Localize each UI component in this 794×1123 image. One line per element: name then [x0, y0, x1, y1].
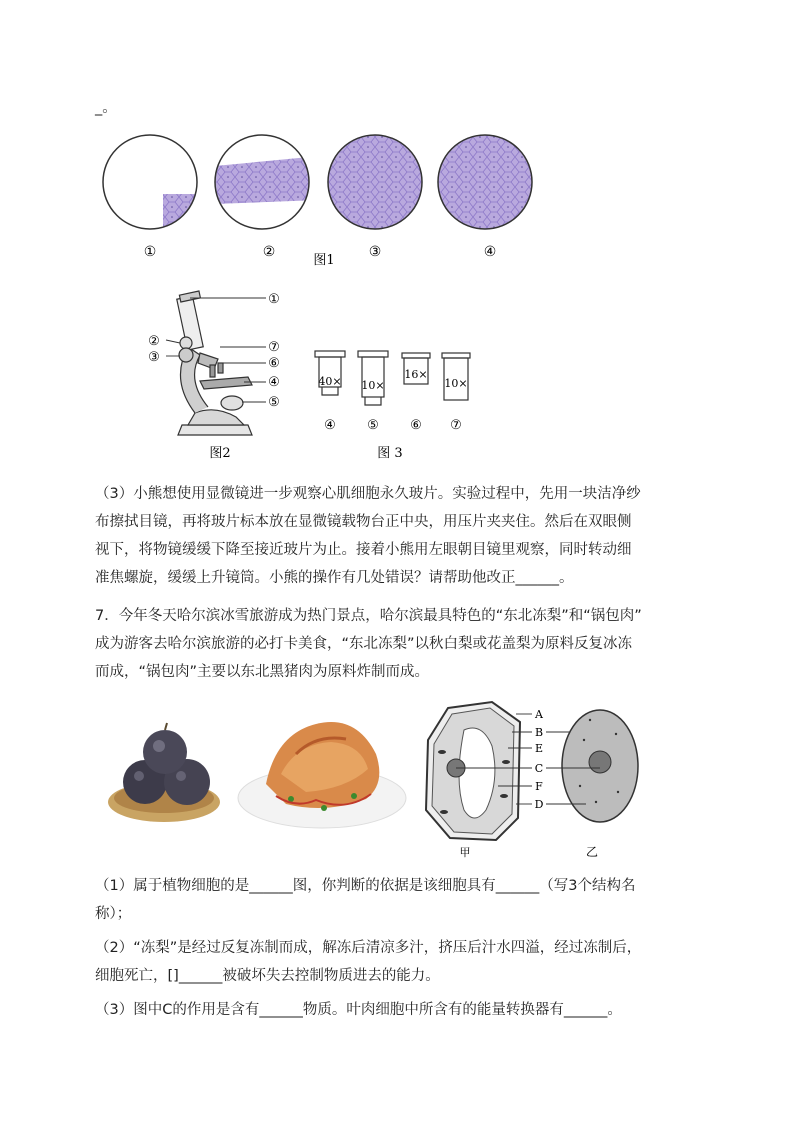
q7-sub3-line-1: （3）图中C的作用是含有______物质。叶肉细胞中所含有的能量转换器有______。 [95, 1002, 622, 1018]
fig2-callout-5: ⑤ [268, 395, 280, 410]
lens-7-mag: 10× [444, 377, 468, 390]
q7-intro [95, 602, 642, 686]
plant-cell-jia [426, 702, 520, 840]
cell-label-e: E [534, 742, 544, 755]
q6-sub3-line-3: 视下，将物镜缓缓下降至接近玻片为止。接着小熊用左眼朝目镜里观察，同时转动细 [95, 542, 632, 558]
q7-sub1-line-1: （1）属于植物细胞的是______图，你判断的依据是该细胞具有______（写3个结构名 [95, 878, 636, 894]
field-3 [325, 132, 425, 232]
lens-6-mag: 16× [404, 368, 428, 381]
fig2-callout-6: ⑥ [268, 356, 280, 371]
fig1-label-1: ① [143, 244, 157, 260]
lens-4-mag: 40× [318, 375, 342, 388]
lens-7-label: ⑦ [450, 418, 462, 433]
field-1 [103, 135, 213, 244]
field-4 [435, 132, 535, 232]
lens-4-label: ④ [324, 418, 336, 433]
q7-sub2-line-2: 细胞死亡，[]______被破坏失去控制物质进去的能力。 [95, 968, 440, 984]
figure-3-lenses [310, 345, 480, 465]
fig2-callout-3: ③ [148, 350, 160, 365]
guobaorou-photo [236, 704, 408, 832]
q7-subquestions [95, 872, 641, 1024]
q7-sub2-line-1: （2）“冻梨”是经过反复冻制而成，解冻后清凉多汁，挤压后汁水四溢，经过冻制后， [95, 940, 642, 956]
top-fragment: _。 [95, 100, 117, 116]
lens-5-label: ⑤ [367, 418, 379, 433]
fig1-label-4: ④ [483, 244, 497, 260]
field-2 [215, 135, 320, 229]
fig1-label-2: ② [262, 244, 276, 260]
lens-5-mag: 10× [361, 379, 385, 392]
q6-sub3-line-4: 准焦螺旋，缓缓上升镜筒。小熊的操作有几处错误？请帮助他改正______。 [95, 570, 574, 586]
fig1-caption: 图1 [313, 253, 335, 268]
cell-caption-yi: 乙 [585, 845, 599, 859]
animal-cell-yi [562, 710, 638, 822]
q6-sub3-line-1: （3）小熊想使用显微镜进一步观察心肌细胞永久玻片。实验过程中，先用一块洁净纱 [95, 486, 641, 502]
objective-lens-40x [315, 351, 345, 395]
figure-1 [95, 132, 545, 272]
q7-line-3: 而成，“锅包肉”主要以东北黑猪肉为原料炸制而成。 [95, 664, 430, 680]
cell-label-c: C [534, 762, 544, 775]
fig2-caption: 图2 [209, 446, 231, 461]
fig2-callout-2: ② [148, 334, 160, 349]
cell-label-b: B [534, 726, 544, 739]
fig3-caption: 图 3 [377, 446, 403, 461]
frozen-pear-photo [105, 722, 223, 827]
q6-sub3 [95, 480, 641, 592]
cell-label-a: A [535, 708, 543, 721]
fig1-label-3: ③ [368, 244, 382, 260]
objective-lens-10x [358, 351, 388, 405]
q7-line-1: 7．今年冬天哈尔滨冰雪旅游成为热门景点，哈尔滨最具特色的“东北冻梨”和“锅包肉” [95, 608, 642, 624]
cell-label-f: F [535, 780, 543, 793]
q7-sub1-line-2: 称）； [95, 906, 132, 922]
cell-label-d: D [534, 798, 544, 811]
q7-line-2: 成为游客去哈尔滨旅游的必打卡美食，“东北冻梨”以秋白梨或花盖梨为原料反复冰冻 [95, 636, 633, 652]
fig2-callout-4: ④ [268, 375, 280, 390]
figure-2-microscope [140, 285, 300, 465]
fig2-callout-1: ① [268, 292, 280, 307]
cell-diagram [420, 700, 640, 860]
fig2-callout-7: ⑦ [268, 340, 280, 355]
cell-caption-jia: 甲 [459, 846, 471, 859]
q6-sub3-line-2: 布擦拭目镜，再将玻片标本放在显微镜载物台正中央，用压片夹夹住。然后在双眼侧 [95, 514, 632, 530]
lens-6-label: ⑥ [410, 418, 422, 433]
